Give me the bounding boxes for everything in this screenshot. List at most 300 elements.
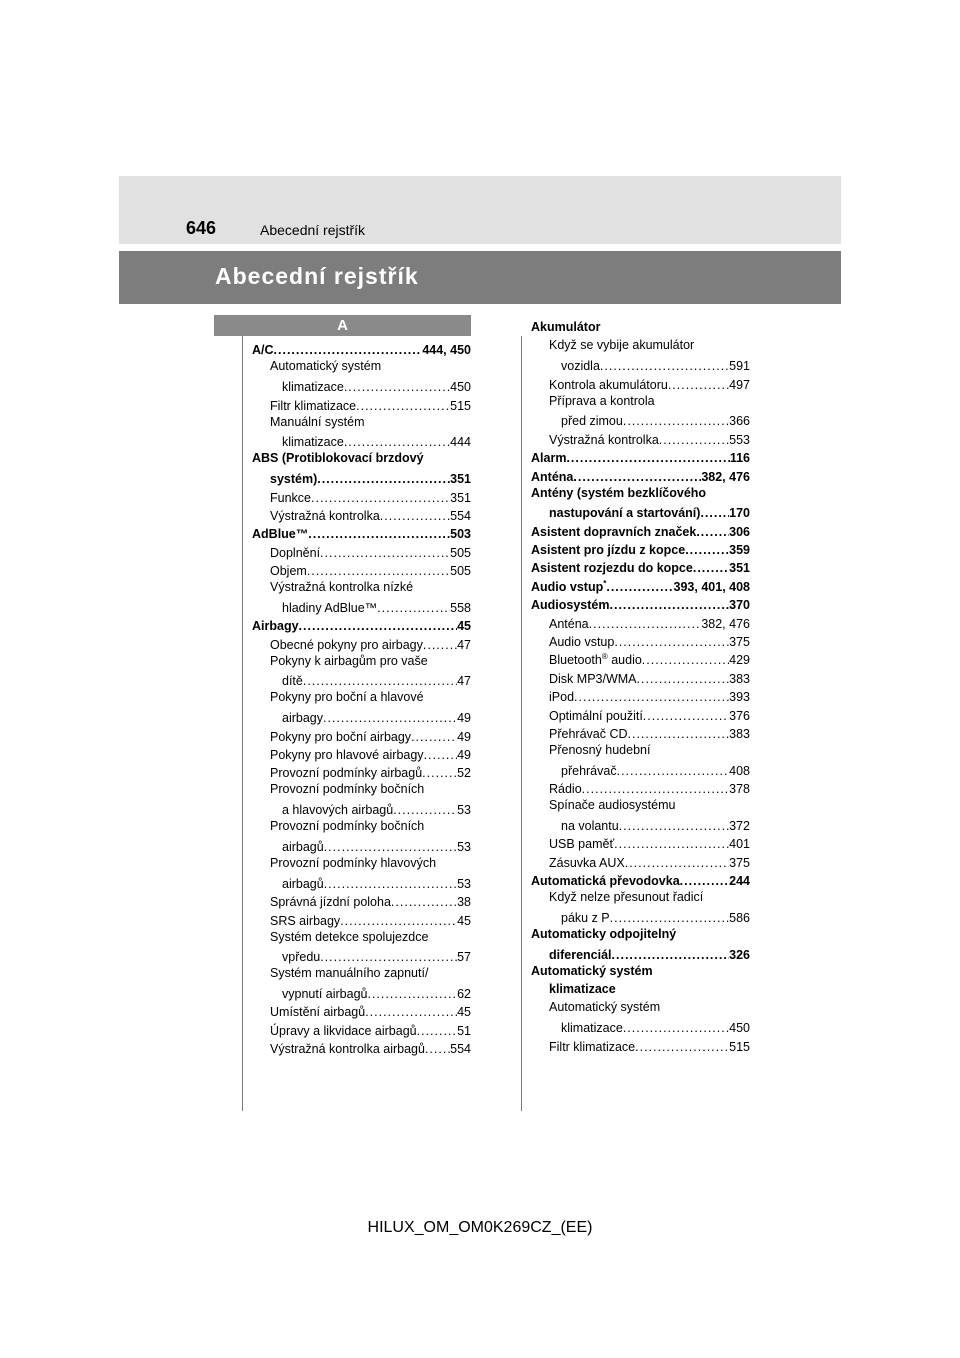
dot-leader (299, 619, 458, 633)
entry-label: nastupování a startování) (549, 506, 701, 521)
page-reference: 393 (729, 690, 750, 705)
entry-label: Systém detekce spolujezdce (270, 929, 429, 944)
index-entry (252, 1038, 471, 1056)
entry-label: Automatický systém (531, 963, 653, 978)
entry-label: Asistent pro jízdu z kopce (531, 543, 686, 558)
entry-text (270, 564, 307, 578)
entry-text (531, 486, 706, 500)
dot-leader (659, 433, 729, 447)
index-entry (531, 594, 750, 612)
index-entry (252, 762, 471, 780)
dot-leader (344, 380, 450, 394)
index-heading (531, 980, 750, 998)
entry-label: páku z P (561, 910, 610, 925)
index-heading (252, 688, 471, 706)
entry-text (270, 730, 411, 744)
dot-leader (391, 895, 457, 909)
entry-text (270, 580, 413, 594)
entry-text (531, 874, 680, 888)
page-reference: 351 (729, 561, 750, 576)
entry-label: Automaticky odpojitelný (531, 926, 677, 941)
dot-leader (617, 764, 730, 778)
index-heading (252, 817, 471, 835)
page-reference: 553 (729, 432, 750, 447)
index-entry (531, 631, 750, 649)
page-reference: 378 (729, 782, 750, 797)
dot-leader (600, 359, 729, 373)
index-entry (531, 465, 750, 483)
entry-label-tail: audio (607, 653, 642, 668)
entry-label: airbagů (282, 876, 324, 891)
entry-label: iPod (549, 690, 575, 705)
entry-text (252, 527, 308, 541)
dot-leader (367, 987, 457, 1001)
entry-text (270, 1005, 365, 1019)
entry-label: Zásuvka AUX (549, 855, 625, 870)
entry-label: Antény (systém bezklíčového (531, 485, 707, 500)
entry-text (270, 472, 317, 486)
entry-text (531, 580, 606, 594)
entry-label: Rádio (549, 782, 582, 797)
dot-leader (425, 1042, 450, 1056)
dot-leader (417, 1024, 457, 1038)
index-entry (531, 704, 750, 722)
entry-text (549, 433, 659, 447)
index-entry (531, 539, 750, 557)
dot-leader (614, 837, 729, 851)
entry-label: Audio vstup (531, 579, 604, 594)
dot-leader (320, 546, 450, 560)
index-entry (531, 1035, 750, 1053)
index-entry (531, 870, 750, 888)
entry-text (252, 451, 424, 465)
entry-text (270, 819, 424, 833)
entry-label: Automatická převodovka (531, 874, 680, 889)
index-heading (252, 652, 471, 670)
page-reference: 326 (729, 947, 750, 962)
entry-text (549, 635, 614, 649)
page-reference: 47 (457, 674, 471, 689)
entry-text (549, 727, 628, 741)
entry-text (282, 840, 324, 854)
page-reference: 408 (729, 763, 750, 778)
index-entry (252, 946, 471, 964)
entry-text (282, 674, 303, 688)
page-reference: 52 (457, 766, 471, 781)
entry-text (282, 803, 393, 817)
entry-label: USB paměť (549, 837, 615, 852)
dot-leader (307, 564, 450, 578)
index-entry (531, 447, 750, 465)
entry-text (270, 766, 422, 780)
entry-text (531, 525, 696, 539)
entry-label: Akumulátor (531, 320, 601, 334)
index-heading (252, 449, 471, 467)
entry-label: před zimou (561, 414, 623, 429)
dot-leader (619, 819, 729, 833)
entry-text (282, 711, 323, 725)
entry-label: Alarm (531, 451, 567, 466)
entry-label: Anténa (549, 616, 589, 631)
entry-text (252, 619, 299, 633)
dot-leader (614, 635, 729, 649)
page-reference: 51 (457, 1023, 471, 1038)
dot-leader (317, 472, 450, 486)
index-entry (531, 410, 750, 428)
dot-leader (324, 877, 457, 891)
page-reference: 554 (450, 1042, 471, 1057)
dot-leader (635, 1040, 729, 1054)
entry-text (549, 948, 612, 962)
page-reference: 401 (729, 837, 750, 852)
entry-label: vozidla (561, 359, 600, 374)
index-heading (531, 998, 750, 1016)
page-reference: 62 (457, 987, 471, 1002)
entry-label: Asistent dopravních značek (531, 524, 697, 539)
entry-text (270, 1042, 425, 1056)
entry-text (531, 561, 693, 575)
page-reference: 45 (457, 913, 471, 928)
page-reference: 450 (729, 1021, 750, 1036)
entry-text (282, 601, 377, 615)
page-reference: 170 (729, 506, 750, 521)
page-reference: 116 (729, 451, 750, 466)
index-heading (252, 964, 471, 982)
entry-text (549, 798, 675, 812)
index-entry (531, 373, 750, 391)
dot-leader (365, 1005, 457, 1019)
index-entry (531, 355, 750, 373)
dot-leader (606, 580, 673, 594)
entry-label: airbagů (282, 839, 324, 854)
index-heading (252, 357, 471, 375)
index-heading (531, 318, 750, 336)
index-entry (252, 836, 471, 854)
page-reference: 382, 476 (701, 469, 750, 484)
page-reference: 351 (450, 490, 471, 505)
entry-text (531, 927, 676, 941)
index-entry (531, 667, 750, 685)
dot-leader (685, 543, 729, 557)
entry-text (561, 414, 623, 428)
page-reference: 383 (729, 726, 750, 741)
right-column-rule (521, 336, 522, 1111)
entry-label: Anténa (531, 469, 574, 484)
dot-leader (693, 561, 729, 575)
page-reference: 591 (729, 359, 750, 374)
entry-label: Výstražná kontrolka airbagů (270, 1042, 425, 1057)
entry-label: Provozní podmínky hlavových (270, 855, 437, 870)
entry-label: Bluetooth (549, 653, 602, 668)
index-entry (252, 1001, 471, 1019)
index-entry (531, 943, 750, 961)
entry-label: na volantu (561, 818, 619, 833)
page-reference: 375 (729, 635, 750, 650)
index-entry (531, 612, 750, 630)
entry-label: a hlavových airbagů (282, 803, 394, 818)
index-entry (252, 394, 471, 412)
page-reference: 47 (457, 637, 471, 652)
page-reference: 53 (457, 803, 471, 818)
page-reference: 49 (457, 729, 471, 744)
dot-leader (700, 506, 729, 520)
page-reference: 586 (729, 910, 750, 925)
entry-label: Manuální systém (270, 414, 365, 429)
entry-text (531, 470, 573, 484)
entry-label: systém) (270, 472, 318, 487)
index-entry (252, 486, 471, 504)
index-entry (252, 468, 471, 486)
dot-leader (582, 782, 729, 796)
dot-leader (274, 343, 423, 357)
entry-text (270, 399, 356, 413)
entry-label: Doplnění (270, 545, 321, 560)
entry-label: Automatický systém (549, 1000, 661, 1015)
entry-label: Výstražná kontrolka (270, 508, 380, 523)
page-reference: 429 (729, 653, 750, 668)
entry-text (549, 1040, 635, 1054)
page-reference: 444, 450 (422, 343, 471, 358)
entry-label: A/C (252, 343, 274, 358)
index-entry (531, 502, 750, 520)
entry-text (561, 359, 600, 373)
dot-leader (377, 601, 450, 615)
entry-label: přehrávač (561, 763, 617, 778)
index-entry (252, 725, 471, 743)
entry-text (270, 415, 364, 429)
page-reference: 359 (729, 543, 750, 558)
entry-label: Filtr klimatizace (549, 1039, 636, 1054)
index-entry (531, 759, 750, 777)
index-entry (252, 909, 471, 927)
dot-leader (680, 874, 729, 888)
entry-label: Asistent rozjezdu do kopce (531, 561, 693, 576)
index-entry (531, 428, 750, 446)
index-entry (252, 707, 471, 725)
entry-label: klimatizace (282, 380, 344, 395)
index-heading (531, 888, 750, 906)
index-entry (252, 541, 471, 559)
page-number: 646 (186, 218, 217, 238)
dot-leader (610, 911, 730, 925)
page-reference: 372 (729, 818, 750, 833)
index-entry (531, 723, 750, 741)
entry-text (270, 748, 424, 762)
entry-text (531, 320, 600, 334)
index-entry (531, 575, 750, 593)
entry-label: Když se vybije akumulátor (549, 338, 695, 353)
page-title: Abecední rejstřík (215, 263, 419, 289)
entry-text (270, 654, 428, 668)
entry-label: Automatický systém (270, 359, 382, 374)
dot-leader (423, 638, 457, 652)
entry-text (270, 782, 424, 796)
index-entry (252, 1019, 471, 1037)
page-reference: 383 (729, 671, 750, 686)
entry-label: Optimální použití (549, 708, 643, 723)
entry-text (282, 987, 367, 1001)
entry-text (270, 638, 423, 652)
entry-text (549, 837, 614, 851)
entry-label: ABS (Protiblokovací brzdový (252, 451, 424, 466)
page-reference: 38 (457, 895, 471, 910)
page-reference: 497 (729, 377, 750, 392)
page-reference: 444 (450, 435, 471, 450)
dot-leader (623, 414, 729, 428)
entry-text (270, 690, 424, 704)
entry-label: Audio vstup (549, 635, 615, 650)
entry-label: AdBlue™ (252, 527, 309, 542)
page-reference: 45 (457, 1005, 471, 1020)
dot-leader (573, 470, 701, 484)
entry-label: Spínače audiosystému (549, 798, 676, 813)
entry-text (282, 435, 344, 449)
page-reference: 382, 476 (701, 616, 750, 631)
dot-leader (324, 840, 457, 854)
index-entry (252, 339, 471, 357)
dot-leader (424, 748, 458, 762)
index-entry (531, 1017, 750, 1035)
entry-text (549, 782, 582, 796)
index-entry (531, 851, 750, 869)
entry-label: Umístění airbagů (270, 1005, 366, 1020)
index-entry (252, 799, 471, 817)
entry-label: hladiny AdBlue™ (282, 600, 378, 615)
index-heading (531, 741, 750, 759)
entry-text (549, 653, 642, 667)
entry-label: Airbagy (252, 619, 299, 634)
entry-text (531, 543, 685, 557)
index-entry (531, 907, 750, 925)
index-entry (252, 872, 471, 890)
index-heading (531, 796, 750, 814)
superscript-mark: ® (601, 652, 608, 662)
entry-text (549, 506, 700, 520)
entry-label: Provozní podmínky airbagů (270, 766, 423, 781)
index-entry (252, 615, 471, 633)
entry-text (282, 380, 344, 394)
page-reference: 49 (457, 747, 471, 762)
index-entry (252, 523, 471, 541)
entry-text (270, 895, 391, 909)
index-entry (252, 505, 471, 523)
dot-leader (642, 653, 729, 667)
dot-leader (422, 766, 457, 780)
entry-text (549, 890, 703, 904)
entry-label: vypnutí airbagů (282, 987, 368, 1002)
page-reference: 515 (729, 1039, 750, 1054)
section-letter: A (214, 315, 471, 336)
page-reference: 450 (450, 380, 471, 395)
entry-label: Přenosný hudební (549, 742, 651, 757)
entry-label: Provozní podmínky bočních (270, 819, 425, 834)
page-reference: 558 (450, 600, 471, 615)
entry-label: airbagy (282, 711, 323, 726)
entry-text (270, 914, 340, 928)
dot-leader (323, 711, 457, 725)
dot-leader (340, 914, 457, 928)
entry-text (531, 451, 566, 465)
page-reference: 306 (729, 524, 750, 539)
dot-leader (311, 491, 450, 505)
index-entry (531, 778, 750, 796)
entry-label: Obecné pokyny pro airbagy (270, 637, 423, 652)
entry-label: Když nelze přesunout řadicí (549, 890, 704, 905)
entry-text (270, 546, 320, 560)
index-entry (531, 815, 750, 833)
dot-leader (637, 672, 730, 686)
page-reference: 244 (729, 874, 750, 889)
page-reference: 366 (729, 414, 750, 429)
left-column-rule (242, 336, 243, 1111)
entry-label: Audiosystém (531, 598, 610, 613)
entry-text (531, 598, 610, 612)
index-heading (252, 413, 471, 431)
index-heading (531, 336, 750, 354)
entry-text (549, 378, 668, 392)
entry-text (270, 856, 436, 870)
superscript-mark: * (603, 578, 607, 588)
entry-text (282, 877, 324, 891)
entry-label: Provozní podmínky bočních (270, 782, 425, 797)
page-reference: 503 (450, 527, 471, 542)
entry-text (561, 819, 619, 833)
entry-label: Pokyny pro hlavové airbagy (270, 747, 424, 762)
entry-text (549, 617, 589, 631)
page-reference: 45 (457, 619, 471, 634)
dot-leader (393, 803, 457, 817)
entry-text (270, 359, 381, 373)
entry-text (549, 709, 643, 723)
entry-text (270, 966, 428, 980)
entry-label: Objem (270, 564, 307, 579)
dot-leader (623, 1021, 729, 1035)
dot-leader (566, 451, 729, 465)
entry-text (549, 743, 650, 757)
entry-label: Pokyny pro boční a hlavové (270, 690, 424, 705)
dot-leader (320, 950, 457, 964)
page-reference: 49 (457, 711, 471, 726)
entry-text (282, 950, 320, 964)
entry-text (549, 856, 625, 870)
entry-label: Úpravy a likvidace airbagů (270, 1023, 417, 1038)
entry-text (549, 1000, 660, 1014)
index-heading (531, 484, 750, 502)
entry-label: vpředu (282, 950, 321, 965)
entry-text (549, 338, 694, 352)
entry-text (549, 672, 637, 686)
dot-leader (668, 378, 729, 392)
index-entry (252, 431, 471, 449)
index-entry (531, 557, 750, 575)
entry-label: Kontrola akumulátoru (549, 377, 668, 392)
entry-text (561, 1021, 623, 1035)
entry-label: Funkce (270, 490, 311, 505)
dot-leader (344, 435, 450, 449)
page-reference: 370 (729, 598, 750, 613)
entry-label: klimatizace (282, 435, 344, 450)
entry-text (270, 491, 311, 505)
page-reference: 351 (450, 472, 471, 487)
dot-leader (574, 690, 729, 704)
entry-text (252, 343, 274, 357)
index-heading (252, 854, 471, 872)
index-entry (252, 596, 471, 614)
entry-text (561, 764, 617, 778)
entry-text (270, 1024, 417, 1038)
dot-leader (628, 727, 730, 741)
index-entry (531, 520, 750, 538)
